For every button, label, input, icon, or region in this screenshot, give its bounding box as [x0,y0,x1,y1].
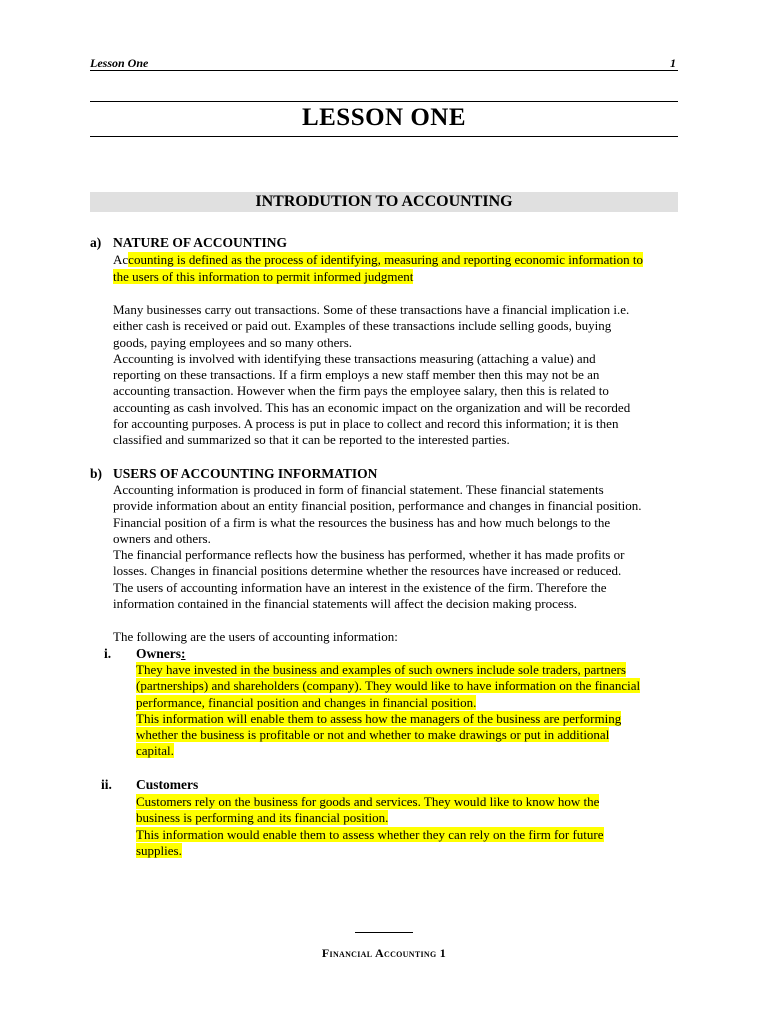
text-line: The users of accounting information have an interest in the existence of the firm. Therefore the [113,579,607,595]
text-line: accounting transaction. However when the firm pays the employee salary, then this is related to [113,383,609,399]
text-line: Accounting is involved with identifying these transactions measuring (attaching a value) and [113,350,596,366]
highlighted-line: This information would enable them to assess whether they can rely on the firm for future [136,826,604,842]
definition-highlight-2: the users of this information to permit informed judgment [113,269,414,284]
highlighted-line: performance, financial position and changes in financial position. [136,694,477,710]
text-line: owners and others. [113,530,211,546]
running-header [90,56,678,70]
text-line: Financial position of a firm is what the resources the business has and how much belongs to the [113,514,611,530]
text-line: provide information about an entity financial position, performance and changes in financial position. [113,498,642,514]
highlighted-line: They have invested in the business and examples of such owners include sole traders, partners [136,662,626,677]
definition-prefix: Ac [113,252,129,267]
title-top-rule [90,101,678,102]
part-b-label: b) [90,466,103,481]
text-line: either cash is received or paid out. Examples of these transactions include selling goods, buying [113,318,612,334]
user-title-customers: Customers [136,777,199,792]
user-title-owners [136,646,186,662]
text-line: for accounting purposes. A process is put in place to collect and record this information; it is then [113,415,619,431]
highlighted-line: supplies. [136,842,182,858]
customers-description [136,794,604,859]
header-lesson-label: Lesson One [90,56,149,70]
footer-rule [355,932,413,933]
text-line: reporting on these transactions. If a firm employs a new staff member then this may not be an [113,367,600,382]
highlighted-line: Customers rely on the business for goods and services. They would like to know how the [136,794,600,809]
part-b-heading: USERS OF ACCOUNTING INFORMATION [113,466,378,481]
text-line: Accounting information is produced in form of financial statement. These financial statements [113,482,604,497]
text-line: goods, paying employees and so many others. [113,334,353,350]
user-number-owners: i. [104,646,112,661]
text-line: classified and summarized so that it can be reported to the interested parties. [113,432,510,447]
highlighted-line: This information will enable them to assess how the managers of the business are performing [136,710,622,726]
highlighted-line: whether the business is profitable or not and whether to make drawings or put in additional [136,727,610,742]
text-line: losses. Changes in financial positions determine whether the resources have increased or reduced. [113,563,622,579]
lesson-title: LESSON ONE [301,104,467,131]
text-line: accounting as cash involved. This has an economic impact on the organization and will be recorded [113,399,631,415]
section-title: INTRODUTION TO ACCOUNTING [90,192,678,212]
title-bottom-rule [90,136,678,137]
owners-description [136,662,640,760]
text-line: Many businesses carry out transactions. Some of these transactions have a financial implication i.e. [113,302,630,317]
text-line: The financial performance reflects how the business has performed, whether it has made profits or [113,547,625,562]
definition-line-1 [113,252,643,268]
users-intro: The following are the users of accounting information: [113,629,398,644]
header-rule [90,70,678,71]
part-a-label: a) [90,235,102,250]
part-a-heading: NATURE OF ACCOUNTING [113,235,288,250]
page-footer: Financial Accounting 1 [321,946,447,960]
highlighted-line: business is performing and its financial position. [136,810,389,826]
highlighted-line: capital. [136,743,174,759]
text-line: information contained in the financial statements will affect the decision making process. [113,595,578,611]
highlighted-line: (partnerships) and shareholders (company). They would like to have information on the financial [136,678,641,694]
header-page-number: 1 [670,56,676,70]
part-a-paragraph [113,302,630,448]
owners-title-colon: : [181,646,186,661]
owners-title: Owners [136,646,181,661]
part-b-paragraph [113,482,642,612]
user-number-customers: ii. [101,777,112,792]
definition-line-2 [113,269,413,285]
definition-highlight-1: counting is defined as the process of identifying, measuring and reporting economic information to [128,252,643,267]
